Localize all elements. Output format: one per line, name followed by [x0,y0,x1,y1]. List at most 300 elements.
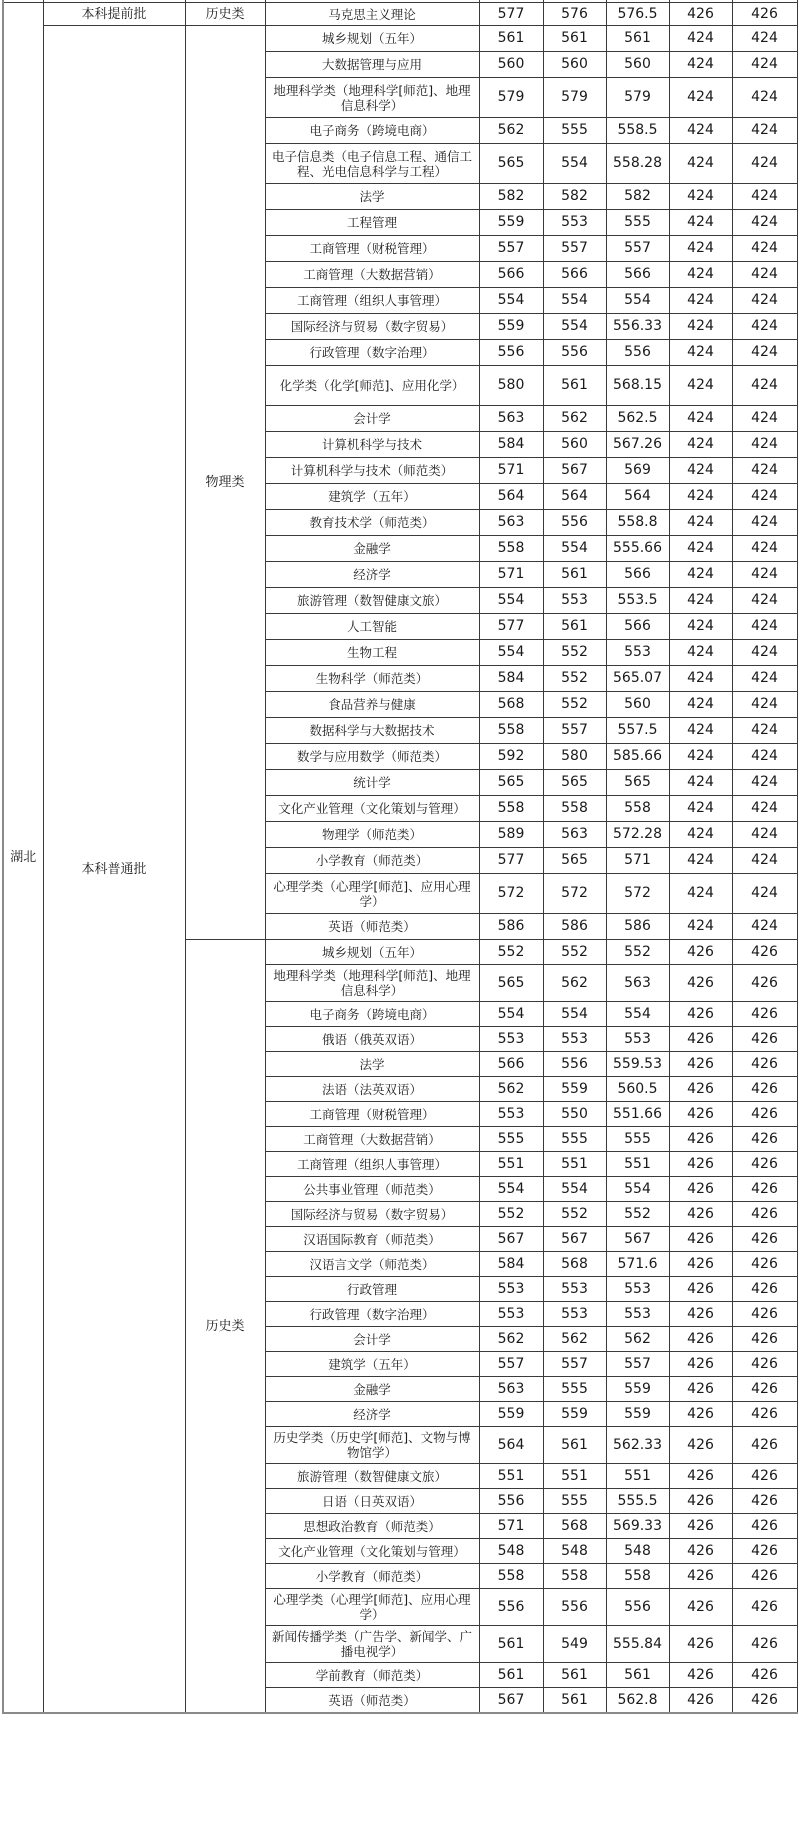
major-cell: 电子信息类（电子信息工程、通信工程、光电信息科学与工程） [265,144,479,184]
cell-line1: 426 [669,1352,732,1377]
cell-max: 562 [479,118,543,144]
cell-min: 563 [543,822,606,848]
major-cell: 心理学类（心理学[师范]、应用心理学） [265,874,479,914]
major-cell: 电子商务（跨境电商） [265,1002,479,1027]
cell-min: 552 [543,692,606,718]
cell-max: 577 [479,848,543,874]
cell-line1: 426 [669,1177,732,1202]
cell-max: 561 [479,26,543,52]
cell-line2: 426 [732,1277,797,1302]
cell-line1: 426 [669,1152,732,1177]
cell-line1: 426 [669,1464,732,1489]
cell-min: 551 [543,1152,606,1177]
cell-max: 565 [479,965,543,1002]
cell-line2: 426 [732,1077,797,1102]
cell-max: 577 [479,614,543,640]
cell-line1: 424 [669,536,732,562]
cell-max: 559 [479,210,543,236]
cell-line1: 426 [669,1002,732,1027]
cell-max: 554 [479,1177,543,1202]
cell-min: 565 [543,848,606,874]
cell-avg: 559.53 [606,1052,669,1077]
cell-max: 562 [479,1327,543,1352]
cell-max: 548 [479,1539,543,1564]
cell-line2: 426 [732,1302,797,1327]
cell-line1: 424 [669,366,732,406]
cell-max: 565 [479,770,543,796]
cell-avg: 566 [606,262,669,288]
cell-avg: 551 [606,1464,669,1489]
cell-line2: 426 [732,1489,797,1514]
cell-line1: 426 [669,1202,732,1227]
cell-avg: 555 [606,210,669,236]
major-cell: 文化产业管理（文化策划与管理） [265,1539,479,1564]
cell-avg: 558.5 [606,118,669,144]
cell-avg: 563 [606,965,669,1002]
major-cell: 工商管理（组织人事管理） [265,1152,479,1177]
cell-min: 557 [543,236,606,262]
major-cell: 马克思主义理论 [265,3,479,26]
cell-line2: 426 [732,1002,797,1027]
cell-max: 560 [479,52,543,78]
cell-line2: 426 [732,940,797,965]
cell-avg: 554 [606,288,669,314]
cell-line2: 424 [732,510,797,536]
cell-line2: 426 [732,1539,797,1564]
major-cell: 英语（师范类） [265,1688,479,1714]
cell-max: 563 [479,510,543,536]
major-cell: 国际经济与贸易（数字贸易） [265,1202,479,1227]
major-cell: 数据科学与大数据技术 [265,718,479,744]
cell-max: 571 [479,458,543,484]
cell-avg: 552 [606,940,669,965]
major-cell: 数学与应用数学（师范类） [265,744,479,770]
cell-max: 561 [479,1626,543,1663]
category-cell: 历史类 [185,3,265,26]
cell-line1: 424 [669,822,732,848]
major-cell: 国际经济与贸易（数字贸易） [265,314,479,340]
cell-avg: 566 [606,562,669,588]
cell-max: 561 [479,1663,543,1688]
cell-max: 554 [479,588,543,614]
cell-avg: 567.26 [606,432,669,458]
cell-avg: 556 [606,340,669,366]
cell-max: 552 [479,1202,543,1227]
cell-line1: 424 [669,914,732,940]
cell-line2: 424 [732,314,797,340]
cell-avg: 558 [606,796,669,822]
cell-line1: 426 [669,940,732,965]
major-cell: 工商管理（大数据营销） [265,262,479,288]
cell-line1: 426 [669,1077,732,1102]
cell-min: 548 [543,1539,606,1564]
cell-line1: 424 [669,874,732,914]
cell-line2: 424 [732,144,797,184]
cell-line1: 426 [669,1663,732,1688]
cell-avg: 565 [606,770,669,796]
cell-avg: 571 [606,848,669,874]
major-cell: 会计学 [265,1327,479,1352]
cell-max: 589 [479,822,543,848]
cell-line1: 424 [669,562,732,588]
cell-avg: 585.66 [606,744,669,770]
cell-line2: 424 [732,366,797,406]
cell-line2: 426 [732,1202,797,1227]
cell-avg: 564 [606,484,669,510]
cell-min: 565 [543,770,606,796]
cell-max: 562 [479,1077,543,1102]
major-cell: 小学教育（师范类） [265,1564,479,1589]
cell-line2: 424 [732,236,797,262]
cell-line2: 424 [732,432,797,458]
major-cell: 行政管理（数字治理） [265,1302,479,1327]
cell-min: 561 [543,1427,606,1464]
cell-avg: 561 [606,1663,669,1688]
cell-max: 572 [479,874,543,914]
major-cell: 汉语言文学（师范类） [265,1252,479,1277]
cell-min: 561 [543,366,606,406]
cell-line2: 426 [732,1152,797,1177]
cell-line2: 424 [732,822,797,848]
cell-line2: 426 [732,1464,797,1489]
cell-max: 556 [479,1589,543,1626]
cell-min: 561 [543,1663,606,1688]
cell-min: 549 [543,1626,606,1663]
cell-line2: 424 [732,288,797,314]
cell-line1: 424 [669,340,732,366]
cell-line1: 424 [669,26,732,52]
batch-cell: 本科提前批 [43,3,185,26]
cell-line1: 426 [669,3,732,26]
cell-max: 556 [479,1489,543,1514]
cell-line1: 426 [669,1539,732,1564]
cell-min: 561 [543,1688,606,1714]
cell-max: 558 [479,1564,543,1589]
cell-avg: 555.5 [606,1489,669,1514]
cell-avg: 562.8 [606,1688,669,1714]
cell-line2: 424 [732,78,797,118]
category-cell: 历史类 [185,940,265,1714]
cell-line1: 426 [669,1027,732,1052]
cell-max: 559 [479,314,543,340]
table-row [3,3,797,26]
cell-max: 584 [479,666,543,692]
cell-line2: 426 [732,1227,797,1252]
major-cell: 工商管理（大数据营销） [265,1127,479,1152]
cell-line1: 426 [669,1564,732,1589]
cell-avg: 582 [606,184,669,210]
cell-avg: 557.5 [606,718,669,744]
cell-line2: 424 [732,614,797,640]
cell-max: 554 [479,1002,543,1027]
cell-min: 555 [543,118,606,144]
cell-min: 567 [543,1227,606,1252]
cell-line1: 424 [669,718,732,744]
cell-avg: 553 [606,1302,669,1327]
cell-max: 566 [479,262,543,288]
cell-line2: 424 [732,52,797,78]
cell-max: 559 [479,1402,543,1427]
cell-line2: 426 [732,1327,797,1352]
major-cell: 心理学类（心理学[师范]、应用心理学） [265,1589,479,1626]
cell-line1: 424 [669,458,732,484]
cell-line1: 424 [669,236,732,262]
cell-line1: 426 [669,1052,732,1077]
cell-max: 571 [479,1514,543,1539]
cell-line1: 424 [669,262,732,288]
cell-line1: 424 [669,78,732,118]
cell-line2: 424 [732,666,797,692]
cell-avg: 569 [606,458,669,484]
cell-line1: 426 [669,1688,732,1714]
cell-max: 557 [479,1352,543,1377]
cell-avg: 557 [606,236,669,262]
cell-line1: 424 [669,52,732,78]
cell-avg: 572.28 [606,822,669,848]
cell-line1: 424 [669,770,732,796]
table-body [3,0,797,1713]
category-cell: 物理类 [185,26,265,940]
cell-avg: 554 [606,1002,669,1027]
cell-line2: 426 [732,1127,797,1152]
cell-max: 554 [479,640,543,666]
cell-min: 568 [543,1514,606,1539]
major-cell: 旅游管理（数智健康文旅） [265,588,479,614]
cell-min: 559 [543,1077,606,1102]
cell-avg: 586 [606,914,669,940]
major-cell: 建筑学（五年） [265,484,479,510]
cell-line1: 424 [669,848,732,874]
cell-avg: 555.84 [606,1626,669,1663]
cell-line1: 426 [669,1489,732,1514]
cell-avg: 555 [606,1127,669,1152]
cell-line2: 424 [732,796,797,822]
major-cell: 城乡规划（五年） [265,26,479,52]
cell-line2: 426 [732,1402,797,1427]
cell-avg: 554 [606,1177,669,1202]
cell-max: 567 [479,1227,543,1252]
cell-max: 557 [479,236,543,262]
cell-line2: 426 [732,1564,797,1589]
cell-line2: 426 [732,1688,797,1714]
cell-line1: 426 [669,1377,732,1402]
major-cell: 工商管理（财税管理） [265,236,479,262]
cell-avg: 560 [606,692,669,718]
cell-line1: 424 [669,614,732,640]
cell-avg: 579 [606,78,669,118]
cell-line2: 424 [732,874,797,914]
cell-min: 568 [543,1252,606,1277]
cell-line2: 424 [732,458,797,484]
cell-line1: 424 [669,432,732,458]
cell-avg: 553 [606,1027,669,1052]
cell-max: 579 [479,78,543,118]
cell-line2: 424 [732,536,797,562]
cell-avg: 559 [606,1377,669,1402]
major-cell: 食品营养与健康 [265,692,479,718]
cell-min: 554 [543,288,606,314]
cell-min: 552 [543,1202,606,1227]
major-cell: 英语（师范类） [265,914,479,940]
cell-line2: 426 [732,1352,797,1377]
major-cell: 法学 [265,1052,479,1077]
cell-line1: 426 [669,965,732,1002]
cell-min: 582 [543,184,606,210]
cell-max: 555 [479,1127,543,1152]
cell-max: 558 [479,536,543,562]
major-cell: 工商管理（财税管理） [265,1102,479,1127]
major-cell: 小学教育（师范类） [265,848,479,874]
cell-avg: 561 [606,26,669,52]
cell-min: 561 [543,614,606,640]
cell-line1: 426 [669,1102,732,1127]
cell-line2: 426 [732,1589,797,1626]
cell-min: 560 [543,52,606,78]
cell-line1: 426 [669,1277,732,1302]
cell-avg: 576.5 [606,3,669,26]
cell-line1: 426 [669,1302,732,1327]
cell-line2: 424 [732,340,797,366]
cell-line2: 424 [732,770,797,796]
cell-avg: 560 [606,52,669,78]
cell-line1: 426 [669,1514,732,1539]
cell-line2: 426 [732,1052,797,1077]
cell-line2: 426 [732,1427,797,1464]
cell-line1: 424 [669,796,732,822]
cell-line1: 424 [669,666,732,692]
cell-line1: 424 [669,744,732,770]
cell-min: 552 [543,940,606,965]
cell-avg: 565.07 [606,666,669,692]
cell-line2: 426 [732,1102,797,1127]
cell-min: 552 [543,666,606,692]
major-cell: 建筑学（五年） [265,1352,479,1377]
cell-avg: 556.33 [606,314,669,340]
cell-max: 558 [479,796,543,822]
major-cell: 法学 [265,184,479,210]
major-cell: 思想政治教育（师范类） [265,1514,479,1539]
major-cell: 行政管理 [265,1277,479,1302]
cell-line1: 426 [669,1626,732,1663]
cell-avg: 558.8 [606,510,669,536]
cell-min: 553 [543,1027,606,1052]
cell-min: 564 [543,484,606,510]
cell-line2: 424 [732,562,797,588]
cell-min: 559 [543,1402,606,1427]
cell-avg: 558.28 [606,144,669,184]
cell-line2: 424 [732,184,797,210]
major-cell: 日语（日英双语） [265,1489,479,1514]
cell-line2: 424 [732,588,797,614]
cell-min: 580 [543,744,606,770]
cell-min: 561 [543,26,606,52]
cell-min: 555 [543,1377,606,1402]
cell-line1: 424 [669,588,732,614]
cell-max: 558 [479,718,543,744]
cell-max: 563 [479,1377,543,1402]
batch-cell: 本科普通批 [43,26,185,1714]
cell-min: 555 [543,1489,606,1514]
cell-line1: 426 [669,1402,732,1427]
cell-min: 579 [543,78,606,118]
major-cell: 文化产业管理（文化策划与管理） [265,796,479,822]
cell-line2: 426 [732,3,797,26]
cell-min: 586 [543,914,606,940]
cell-avg: 562 [606,1327,669,1352]
cell-avg: 560.5 [606,1077,669,1102]
major-cell: 化学类（化学[师范]、应用化学） [265,366,479,406]
cell-max: 568 [479,692,543,718]
major-cell: 物理学（师范类） [265,822,479,848]
cell-min: 553 [543,210,606,236]
cell-line1: 424 [669,406,732,432]
cell-line2: 424 [732,262,797,288]
cell-line2: 426 [732,1027,797,1052]
major-cell: 统计学 [265,770,479,796]
major-cell: 地理科学类（地理科学[师范]、地理信息科学） [265,78,479,118]
cell-avg: 553 [606,1277,669,1302]
cell-line1: 426 [669,1227,732,1252]
major-cell: 工程管理 [265,210,479,236]
cell-line2: 424 [732,210,797,236]
major-cell: 金融学 [265,1377,479,1402]
cell-max: 564 [479,484,543,510]
major-cell: 人工智能 [265,614,479,640]
cell-avg: 562.5 [606,406,669,432]
cell-line1: 424 [669,210,732,236]
cell-max: 584 [479,432,543,458]
cell-avg: 566 [606,614,669,640]
cell-min: 554 [543,314,606,340]
cell-line2: 424 [732,26,797,52]
major-cell: 计算机科学与技术（师范类） [265,458,479,484]
cell-max: 551 [479,1152,543,1177]
cell-line2: 426 [732,1177,797,1202]
cell-line1: 426 [669,1589,732,1626]
cell-line2: 426 [732,1252,797,1277]
major-cell: 计算机科学与技术 [265,432,479,458]
major-cell: 会计学 [265,406,479,432]
major-cell: 旅游管理（数智健康文旅） [265,1464,479,1489]
cell-line1: 424 [669,184,732,210]
province-cell: 湖北 [3,3,43,1714]
cell-line2: 424 [732,640,797,666]
major-cell: 公共事业管理（师范类） [265,1177,479,1202]
major-cell: 俄语（俄英双语） [265,1027,479,1052]
cell-min: 562 [543,965,606,1002]
cell-max: 565 [479,144,543,184]
cell-line2: 426 [732,1514,797,1539]
cell-min: 557 [543,1352,606,1377]
cell-max: 553 [479,1102,543,1127]
cell-max: 580 [479,366,543,406]
cell-line2: 424 [732,848,797,874]
cell-min: 576 [543,3,606,26]
cell-max: 556 [479,340,543,366]
cell-avg: 569.33 [606,1514,669,1539]
cell-line1: 426 [669,1127,732,1152]
major-cell: 生物工程 [265,640,479,666]
cell-avg: 567 [606,1227,669,1252]
cell-min: 557 [543,718,606,744]
major-cell: 地理科学类（地理科学[师范]、地理信息科学） [265,965,479,1002]
cell-min: 553 [543,588,606,614]
cell-max: 553 [479,1302,543,1327]
major-cell: 生物科学（师范类） [265,666,479,692]
cell-max: 577 [479,3,543,26]
major-cell: 汉语国际教育（师范类） [265,1227,479,1252]
cell-line1: 424 [669,314,732,340]
